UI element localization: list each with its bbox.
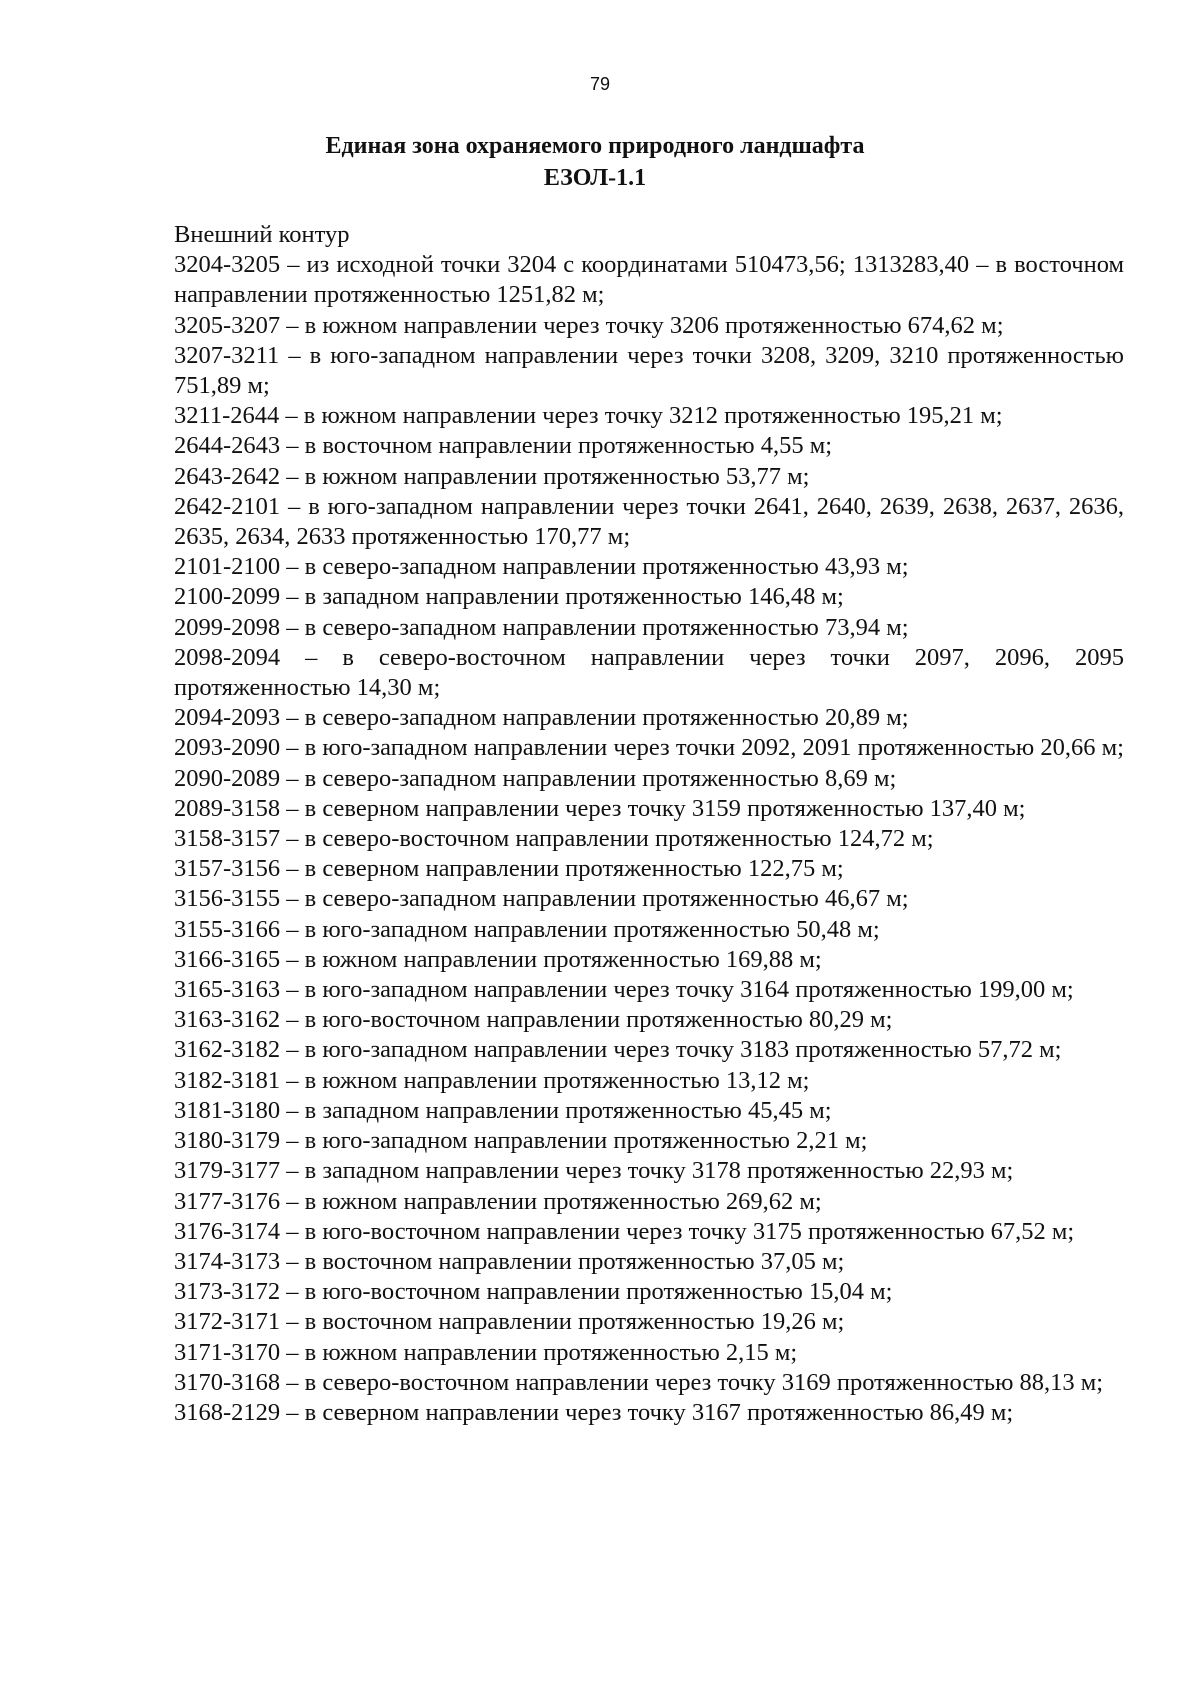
- segment-item: 3173-3172 – в юго-восточном направлении протяженностью 15,04 м;: [174, 1278, 893, 1306]
- segment-item: 2093-2090 – в юго-западном направлении через точки 2092, 2091 протяженностью 20,66 м;: [174, 734, 1124, 762]
- boundary-description: [174, 220, 1124, 1428]
- segment-item: 3176-3174 – в юго-восточном направлении через точку 3175 протяженностью 67,52 м;: [174, 1217, 1075, 1245]
- segment-item: 3177-3176 – в южном направлении протяженностью 269,62 м;: [174, 1187, 822, 1215]
- segment-item: 3168-2129 – в северном направлении через точку 3167 протяженностью 86,49 м;: [174, 1398, 1014, 1426]
- segment-item: 2101-2100 – в северо-западном направлении протяженностью 43,93 м;: [174, 553, 909, 581]
- segment-item: 3205-3207 – в южном направлении через точку 3206 протяженностью 674,62 м;: [174, 311, 1004, 339]
- segment-item: 2090-2089 – в северо-западном направлении протяженностью 8,69 м;: [174, 764, 897, 792]
- segment-item: 3166-3165 – в южном направлении протяженностью 169,88 м;: [174, 945, 822, 973]
- segment-item: 3158-3157 – в северо-восточном направлении протяженностью 124,72 м;: [174, 825, 934, 853]
- segment-item: 3182-3181 – в южном направлении протяженностью 13,12 м;: [174, 1066, 810, 1094]
- title-line-1: Единая зона охраняемого природного ландшафта: [325, 133, 865, 159]
- segment-item: 3171-3170 – в южном направлении протяженностью 2,15 м;: [174, 1338, 798, 1366]
- segment-item: 2643-2642 – в южном направлении протяженностью 53,77 м;: [174, 462, 810, 490]
- segment-item: 3204-3205 – из исходной точки 3204 с координатами 510473,56; 1313283,40 – в восточном направлении протяженностью 1251,82 м;: [174, 251, 1124, 309]
- segment-item: 3181-3180 – в западном направлении протяженностью 45,45 м;: [174, 1096, 832, 1124]
- segment-item: 2094-2093 – в северо-западном направлении протяженностью 20,89 м;: [174, 704, 909, 732]
- segment-item: 3162-3182 – в юго-западном направлении через точку 3183 протяженностью 57,72 м;: [174, 1036, 1062, 1064]
- segment-item: 3180-3179 – в юго-западном направлении протяженностью 2,21 м;: [174, 1127, 868, 1155]
- document-title: [0, 130, 1190, 194]
- segment-item: 3211-2644 – в южном направлении через точку 3212 протяженностью 195,21 м;: [174, 402, 1003, 430]
- segment-item: 2098-2094 – в северо-восточном направлении через точки 2097, 2096, 2095 протяженностью 14,30 м;: [174, 643, 1124, 702]
- segment-item: 2100-2099 – в западном направлении протяженностью 146,48 м;: [174, 583, 844, 611]
- section-label: Внешний контур: [174, 221, 350, 248]
- segment-item: 3207-3211 – в юго-западном направлении через точки 3208, 3209, 3210 протяженностью 751,89 м;: [174, 341, 1124, 400]
- segment-item: 3170-3168 – в северо-восточном направлении через точку 3169 протяженностью 88,13 м;: [174, 1368, 1104, 1396]
- segment-item: 3165-3163 – в юго-западном направлении через точку 3164 протяженностью 199,00 м;: [174, 976, 1074, 1004]
- segment-item: 2099-2098 – в северо-западном направлении протяженностью 73,94 м;: [174, 613, 909, 641]
- segment-item: 2642-2101 – в юго-западном направлении через точки 2641, 2640, 2639, 2638, 2637, 2636, 2635, 2634, 2633 протяженностью 170,77 м;: [174, 492, 1124, 551]
- title-line-2: ЕЗОЛ-1.1: [543, 165, 647, 191]
- segment-item: 3163-3162 – в юго-восточном направлении протяженностью 80,29 м;: [174, 1006, 893, 1034]
- segment-item: 3174-3173 – в восточном направлении протяженностью 37,05 м;: [174, 1247, 845, 1275]
- segment-item: 3157-3156 – в северном направлении протяженностью 122,75 м;: [174, 855, 844, 883]
- segment-item: 3156-3155 – в северо-западном направлении протяженностью 46,67 м;: [174, 885, 909, 913]
- segment-item: 2644-2643 – в восточном направлении протяженностью 4,55 м;: [174, 432, 833, 460]
- segment-item: 3172-3171 – в восточном направлении протяженностью 19,26 м;: [174, 1308, 845, 1336]
- segment-item: 3179-3177 – в западном направлении через точку 3178 протяженностью 22,93 м;: [174, 1157, 1014, 1185]
- page-number: 79: [589, 74, 611, 94]
- segment-item: 2089-3158 – в северном направлении через точку 3159 протяженностью 137,40 м;: [174, 794, 1026, 822]
- segment-item: 3155-3166 – в юго-западном направлении протяженностью 50,48 м;: [174, 915, 880, 943]
